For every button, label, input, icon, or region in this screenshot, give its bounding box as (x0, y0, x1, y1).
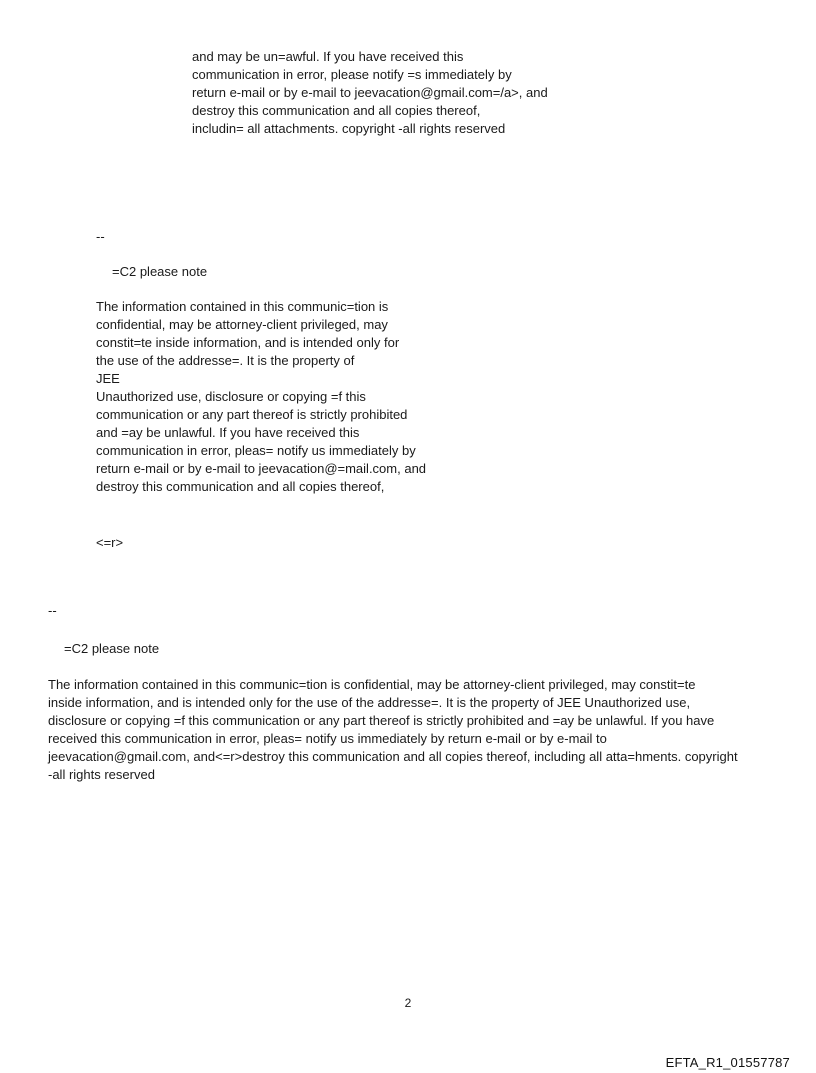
disclaimer-fragment-top (192, 48, 548, 138)
signature-separator: -- (48, 603, 57, 618)
text-line: received this communication in error, pleas= notify us immediately by return e-mail or by e-mail to (48, 731, 607, 746)
text-line: destroy this communication and all copies thereof, (192, 103, 481, 118)
text-line: jeevacation@gmail.com, and<=r>destroy this communication and all copies thereof, including all atta=hments. copyright (48, 749, 738, 764)
text-line: disclosure or copying =f this communication or any part thereof is strictly prohibited and =ay be unlawful. If you have (48, 713, 715, 728)
text-line: confidential, may be attorney-client privileged, may (96, 317, 388, 332)
text-line: Unauthorized use, disclosure or copying =f this (96, 389, 366, 404)
text-line: destroy this communication and all copies thereof, (96, 479, 385, 494)
please-note-heading: =C2 please note (112, 264, 208, 279)
text-line: the use of the addresse=. It is the property of (96, 353, 355, 368)
text-line: and =ay be unlawful. If you have received this (96, 425, 360, 440)
text-line: The information contained in this communic=tion is confidential, may be attorney-client privileged, may constit=te (48, 677, 696, 692)
document-id-stamp: EFTA_R1_01557787 (665, 1055, 790, 1070)
text-line: -all rights reserved (48, 767, 155, 782)
text-line: inside information, and is intended only for the use of the addresse=. It is the property of JEE Unauthorized use, (48, 695, 691, 710)
text-line: constit=te inside information, and is intended only for (96, 335, 400, 350)
text-line: and may be un=awful. If you have received this (192, 49, 464, 64)
html-tag-fragment: <=r> (96, 535, 124, 550)
disclaimer-paragraph-bottom (48, 676, 738, 784)
disclaimer-paragraph-middle (96, 298, 426, 496)
please-note-heading: =C2 please note (64, 641, 160, 656)
text-line: return e-mail or by e-mail to jeevacation@gmail.com=/a>, and (192, 85, 548, 100)
text-line: JEE (96, 371, 120, 386)
text-line: The information contained in this communic=tion is (96, 299, 389, 314)
signature-separator: -- (96, 229, 105, 244)
text-line: communication in error, please notify =s immediately by (192, 67, 512, 82)
text-line: communication or any part thereof is strictly prohibited (96, 407, 408, 422)
page-number: 2 (404, 996, 412, 1010)
text-line: includin= all attachments. copyright -all rights reserved (192, 121, 506, 136)
text-line: communication in error, pleas= notify us immediately by (96, 443, 416, 458)
text-line: return e-mail or by e-mail to jeevacation@=mail.com, and (96, 461, 427, 476)
